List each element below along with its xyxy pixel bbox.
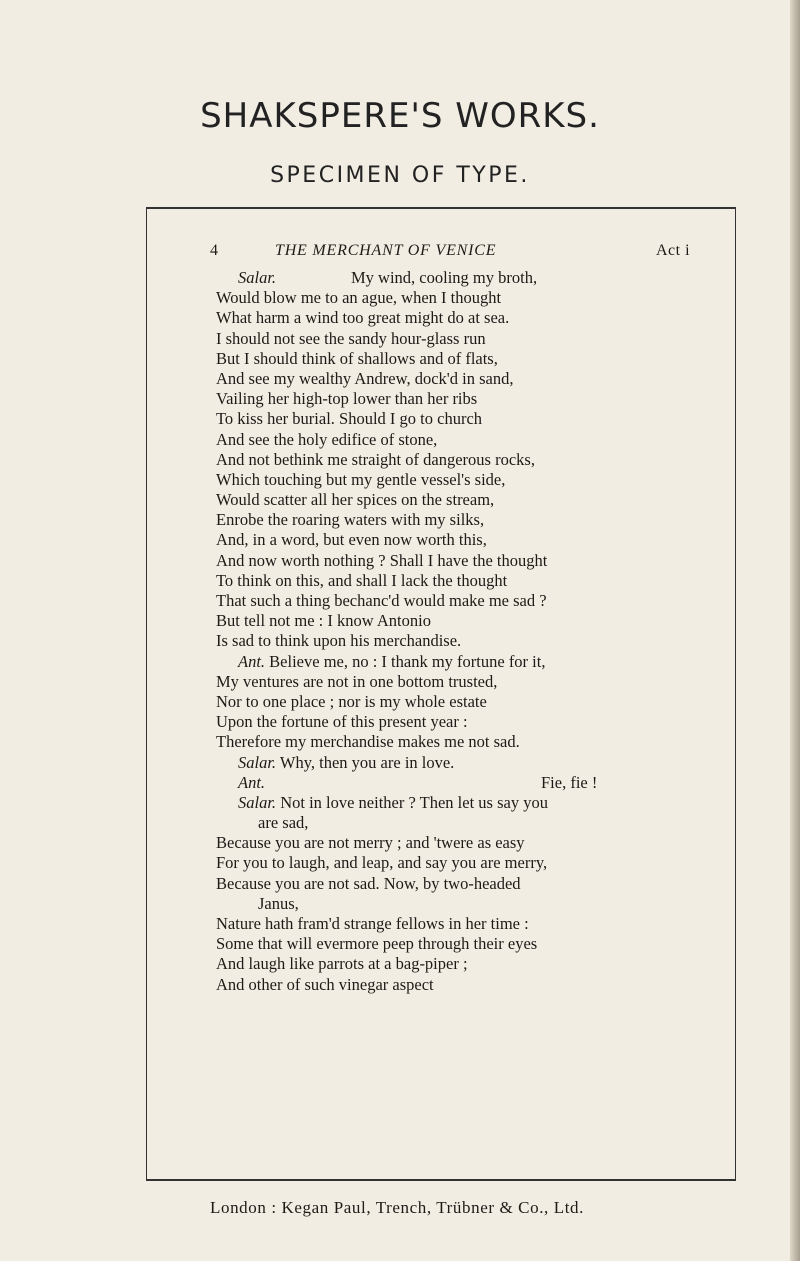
verse-line: Would scatter all her spices on the stream, — [216, 490, 495, 510]
verse-line: But I should think of shallows and of flats, — [216, 348, 498, 368]
verse-line: Would blow me to an ague, when I thought — [216, 288, 502, 308]
play-title: THE MERCHANT OF VENICE — [275, 242, 497, 259]
speech-text: Not in love neither ? Then let us say you — [280, 792, 548, 812]
verse-text — [216, 268, 736, 995]
speech-text: Why, then you are in love. — [279, 752, 455, 772]
verse-line: Is sad to think upon his merchandise. — [216, 631, 462, 651]
verse-line: And see the holy edifice of stone, — [216, 429, 438, 449]
verse-line: For you to laugh, and leap, and say you are merry, — [216, 853, 548, 873]
speaker-label: Ant. — [238, 651, 266, 671]
verse-line: Because you are not merry ; and 'twere as easy — [216, 833, 525, 853]
verse-line: What harm a wind too great might do at sea. — [216, 308, 510, 328]
page-subtitle: SPECIMEN OF TYPE. — [270, 163, 530, 188]
verse-line-continuation: are sad, — [258, 813, 309, 833]
verse-line: Enrobe the roaring waters with my silks, — [216, 510, 485, 530]
verse-line: Vailing her high-top lower than her ribs — [216, 389, 478, 409]
speaker-label: Salar. — [238, 792, 277, 812]
verse-line: Because you are not sad. Now, by two-headed — [216, 873, 521, 893]
speech-line — [216, 753, 736, 773]
speaker-label: Salar. — [238, 268, 277, 287]
verse-line: And see my wealthy Andrew, dock'd in sand, — [216, 368, 514, 388]
verse-line: And other of such vinegar aspect — [216, 974, 434, 994]
verse-line: My ventures are not in one bottom trusted, — [216, 671, 498, 691]
verse-line: Upon the fortune of this present year : — [216, 712, 468, 732]
speech-text: My wind, cooling my broth, — [351, 268, 538, 287]
verse-line: Which touching but my gentle vessel's side, — [216, 469, 506, 489]
verse-line-continuation: Janus, — [258, 893, 299, 913]
verse-line: And now worth nothing ? Shall I have the thought — [216, 550, 548, 570]
act-label: Act i — [656, 242, 691, 259]
publisher-imprint: London : Kegan Paul, Trench, Trübner & Co., Ltd. — [210, 1198, 584, 1217]
running-head — [210, 242, 740, 266]
verse-line: And laugh like parrots at a bag-piper ; — [216, 954, 468, 974]
speech-text: Believe me, no : I thank my fortune for it, — [269, 651, 546, 671]
speaker-label: Salar. — [238, 752, 277, 772]
verse-line: And not bethink me straight of dangerous rocks, — [216, 449, 535, 469]
verse-line: I should not see the sandy hour-glass run — [216, 328, 486, 348]
verse-line: Therefore my merchandise makes me not sad. — [216, 732, 520, 752]
verse-line: That such a thing bechanc'd would make me sad ? — [216, 591, 547, 610]
speech-line — [216, 773, 736, 793]
page-edge-shadow — [790, 0, 800, 1261]
verse-line: Nature hath fram'd strange fellows in her time : — [216, 914, 529, 933]
verse-line: Nor to one place ; nor is my whole estate — [216, 691, 487, 711]
page-title: SHAKSPERE'S WORKS. — [200, 96, 600, 136]
verse-line: To kiss her burial. Should I go to church — [216, 409, 483, 429]
speaker-label: Ant. — [238, 772, 266, 792]
speech-line — [216, 652, 736, 672]
verse-line: But tell not me : I know Antonio — [216, 611, 431, 631]
speech-text: Fie, fie ! — [541, 772, 598, 792]
speech-line — [216, 793, 736, 813]
verse-line: To think on this, and shall I lack the thought — [216, 570, 508, 590]
verse-line: And, in a word, but even now worth this, — [216, 530, 487, 550]
verse-line: Some that will evermore peep through their eyes — [216, 934, 538, 954]
speech-line — [216, 268, 736, 288]
page-number: 4 — [210, 242, 218, 259]
